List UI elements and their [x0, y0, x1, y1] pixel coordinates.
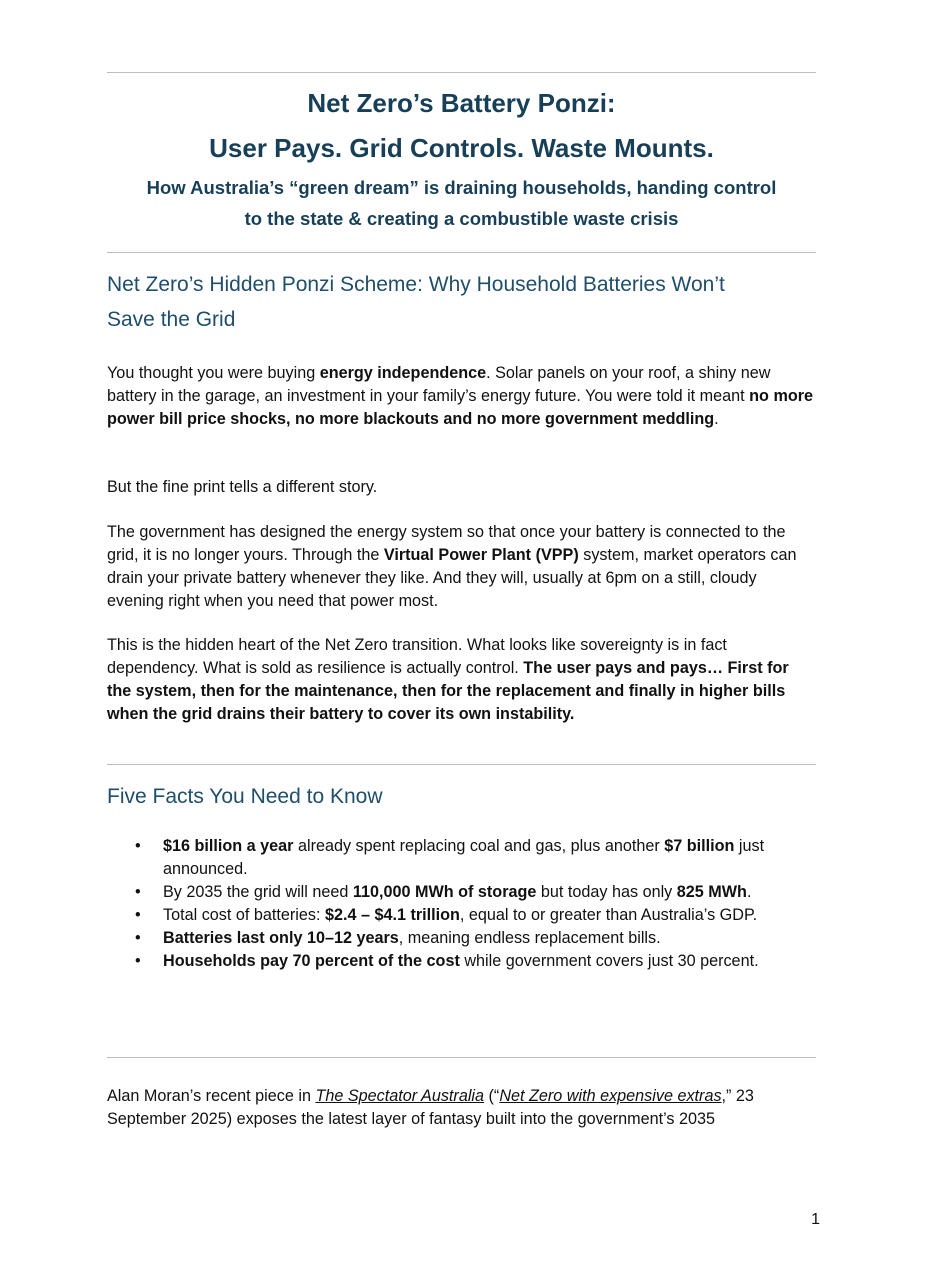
emphasis: $16 billion a year: [163, 837, 294, 855]
page-number: 1: [811, 1211, 820, 1228]
text: . Solar panels on your roof, a shiny new battery in the garage, an investment in your family’s energy future. You were told it meant: [107, 364, 771, 405]
emphasis: 110,000 MWh of storage: [352, 883, 537, 901]
link-spectator-australia[interactable]: The Spectator Australia: [315, 1087, 485, 1105]
emphasis: no more power bill price shocks, no more blackouts and no more government meddling: [107, 387, 814, 428]
emphasis: The user pays and pays… First for the system, then for the maintenance, then for the replacement and finally in higher bills when the grid drains their battery to cover its own instability.: [107, 659, 789, 723]
paragraph-fine-print: But the fine print tells a different story.: [107, 478, 378, 496]
emphasis: 825 MWh: [676, 883, 747, 901]
text: but today has only: [536, 883, 677, 901]
text: The government has designed the energy system so that once your battery is connected to the grid, it is no longer yours. Through the: [107, 523, 786, 564]
list-item: [107, 835, 817, 881]
section-heading-five-facts: Five Facts You Need to Know: [107, 785, 383, 808]
emphasis: Households pay 70 percent of the cost: [163, 952, 460, 970]
text: system, market operators can drain your private battery whenever they like. And they will, usually at 6pm on a still, cloudy evening right when you need that power most.: [107, 546, 797, 610]
list-item: [107, 950, 817, 973]
text: while government covers just 30 percent.: [459, 952, 759, 970]
text: Total cost of batteries:: [163, 906, 325, 924]
text: , equal to or greater than Australia’s GDP.: [459, 906, 758, 924]
section-heading-ponzi: [107, 267, 817, 337]
text: already spent replacing coal and gas, plus another: [293, 837, 665, 855]
paragraph-vpp: [107, 521, 817, 613]
text: This is the hidden heart of the Net Zero transition. What looks like sovereignty is in fact dependency. What is sold as resilience is actually control.: [107, 636, 727, 677]
emphasis: Batteries last only 10–12 years: [163, 929, 399, 947]
emphasis: energy independence: [319, 364, 487, 382]
subtitle-line-2: to the state & creating a combustible waste crisis: [244, 208, 679, 229]
top-rule: [107, 72, 816, 73]
list-item: [107, 881, 817, 904]
section-heading-line-2: Save the Grid: [107, 308, 236, 331]
text: , meaning endless replacement bills.: [398, 929, 661, 947]
text: just announced.: [163, 837, 765, 878]
facts-divider: [107, 1057, 816, 1058]
text: (“: [484, 1087, 500, 1105]
title-divider: [107, 252, 816, 253]
section-heading-line-1: Net Zero’s Hidden Ponzi Scheme: Why Household Batteries Won’t: [107, 273, 725, 296]
title-line-2: User Pays. Grid Controls. Waste Mounts.: [209, 133, 714, 163]
facts-list: [107, 835, 817, 973]
paragraph-hidden-heart: [107, 634, 817, 726]
list-item: [107, 927, 817, 950]
emphasis: Virtual Power Plant (VPP): [383, 546, 579, 564]
text: Alan Moran’s recent piece in: [107, 1087, 316, 1105]
title-line-1: Net Zero’s Battery Ponzi:: [307, 88, 616, 118]
subtitle: [107, 172, 816, 234]
text: By 2035 the grid will need: [163, 883, 353, 901]
emphasis: $7 billion: [664, 837, 735, 855]
text: ,” 23 September 2025) exposes the latest layer of fantasy built into the government’s 2035: [107, 1087, 754, 1128]
text: You thought you were buying: [107, 364, 320, 382]
link-net-zero-article[interactable]: Net Zero with expensive extras: [499, 1087, 722, 1105]
paragraph-energy-independence: [107, 362, 817, 431]
text: .: [746, 883, 752, 901]
text: .: [714, 410, 719, 428]
section-divider: [107, 764, 816, 765]
subtitle-line-1: How Australia’s “green dream” is draining households, handing control: [146, 177, 777, 198]
emphasis: $2.4 – $4.1 trillion: [324, 906, 460, 924]
paragraph-alan-moran: [107, 1085, 817, 1131]
list-item: [107, 904, 817, 927]
